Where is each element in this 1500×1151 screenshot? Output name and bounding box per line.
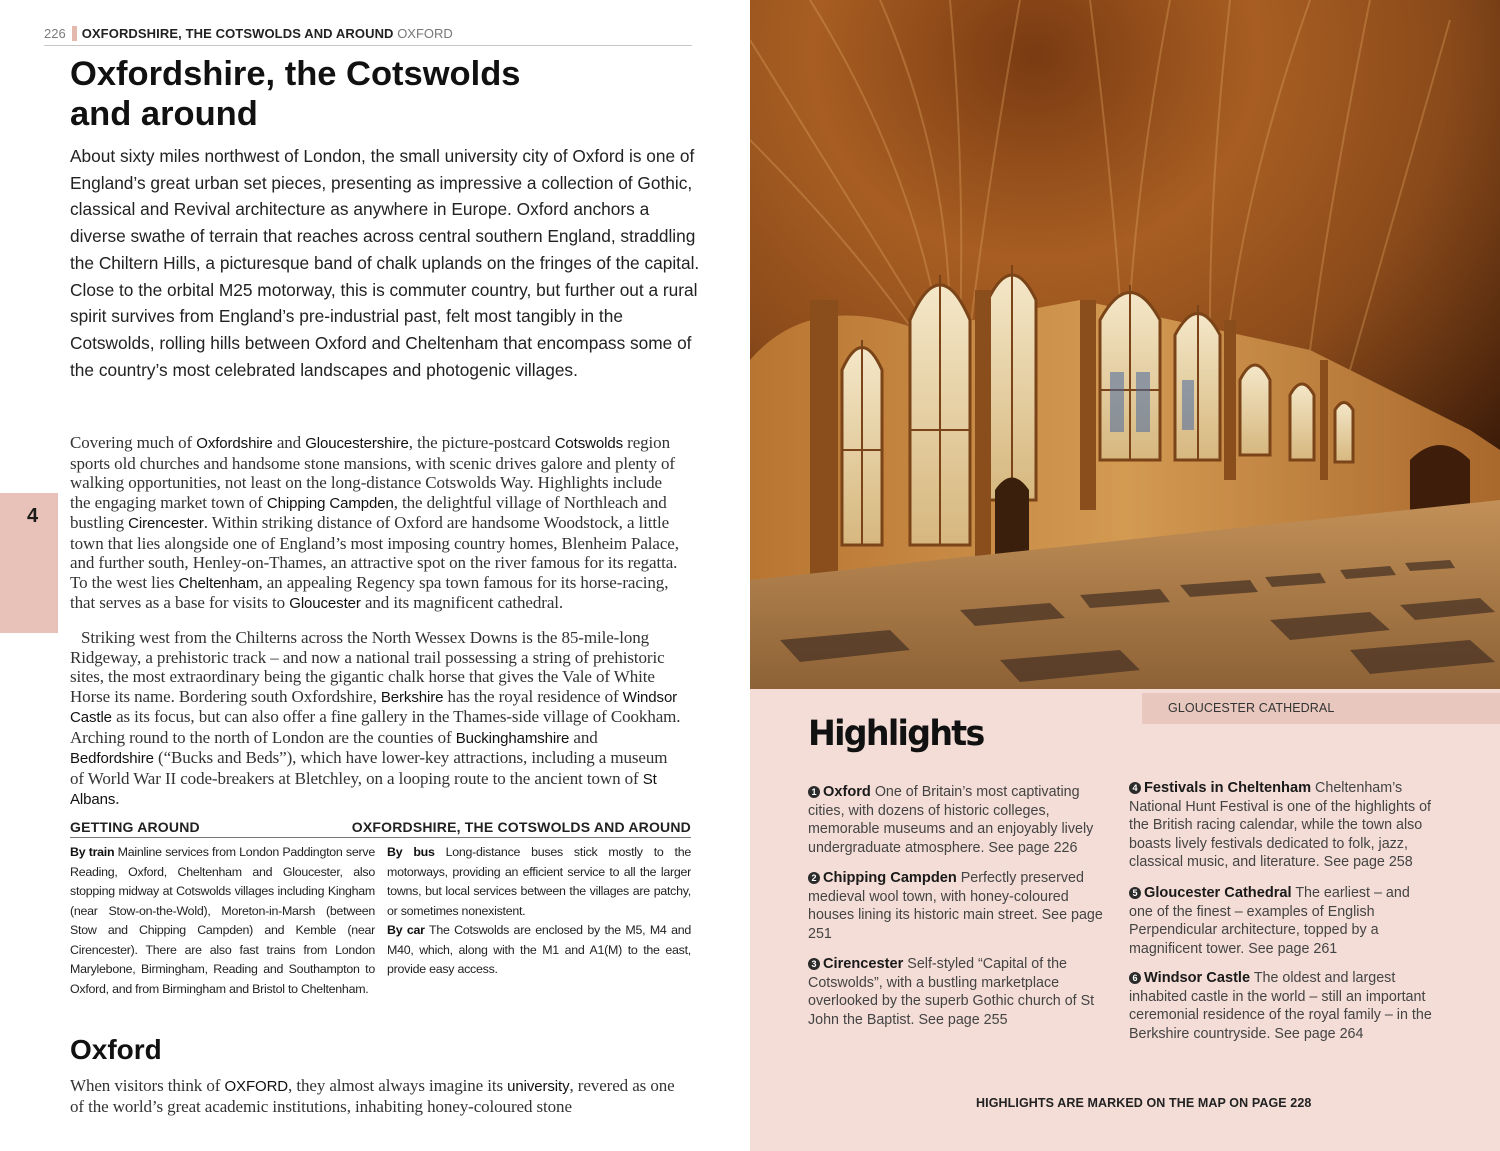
place-chipping-campden: Chipping Campden [266,494,394,512]
place-cotswolds: Cotswolds [554,435,623,452]
place-windsor-castle: Windsor Castle [70,688,678,726]
place-bedfordshire: Bedfordshire [70,750,154,767]
chapter-title [70,54,710,134]
place-gloucestershire: Gloucestershire [305,435,409,452]
highlight-name: Chipping Campden [823,870,957,886]
getting-around-header [70,818,691,838]
highlight-item: 4 Festivals in Cheltenham Cheltenham’s National Hunt Festival is one of the highlights of the British racing calendar, while the town also boasts lively festivals dedicated to folk, jazz, classical music, and literature. See page 258 [1129,780,1431,870]
page-number: 226 [44,26,66,41]
car-label: By car [387,923,425,937]
highlight-name: Cirencester [823,956,904,972]
oxford-paragraph: When visitors think of OXFORD, they almost always imagine its university, revered as one of the world’s great academic institutions, inhabiting honey-coloured stone [70,1076,675,1116]
term-university: university [507,1078,570,1095]
highlight-item: 1 Oxford One of Britain’s most captivating cities, with dozens of historic colleges, memorable museums and an enjoyably lively undergraduate atmosphere. See page 226 [808,784,1094,856]
highlight-number: 2 [808,872,820,884]
highlight-item: 3 Cirencester Self-styled “Capital of the Cotswolds”, with a bustling marketplace overlooked by the superb Gothic church of St John the Baptist. See page 255 [808,956,1095,1028]
running-head [44,26,692,46]
chapter-title-line-2: and around [70,95,258,133]
photo-caption [1142,693,1500,724]
highlight-name: Gloucester Cathedral [1144,885,1292,901]
getting-around-region: OXFORDSHIRE, THE COTSWOLDS AND AROUND [351,819,691,835]
chapter-title-line-1: Oxfordshire, the Cotswolds [70,55,521,93]
place-cirencester: Cirencester [128,515,204,532]
highlight-item: 5 Gloucester Cathedral The earliest – and one of the finest – examples of English Perpendicular architecture, topped by a magnificent tower. See page 261 [1129,885,1410,957]
cathedral-cloister-photo [750,0,1500,689]
highlight-number: 6 [1129,972,1141,984]
highlight-name: Festivals in Cheltenham [1144,780,1312,796]
highlight-number: 1 [808,786,820,798]
body-paragraph-1: Covering much of Oxfordshire and Gloucestershire, the picture-postcard Cotswolds region sports old churches and handsome stone mansions, with scenic drives galore and plenty of walking opportunities, not least on the long-distance Cotswolds Way. Highlights include the engaging market town of Chipping Campden, the delightful village of Northleach and bustling Cirencester. Within striking distance of Oxford are handsome Woodstock, a little town that lies alongside one of England’s most imposing country homes, Blenheim Palace, and further south, Henley-on-Thames, an attractive spot on the river famous for its regatta. To the west lies Cheltenham, an appealing Regency spa town famous for its horse-racing, that serves as a base for visits to Gloucester and its magnificent cathedral. [70,433,679,612]
chapter-tab-number: 4 [27,505,39,527]
getting-around-train: By train Mainline services from London Paddington serve Reading, Oxford, Cheltenham and Gloucester, also stopping midway at Cotswolds villages including Kingham (near Stow-on-the-Wold), Moreton-in-Marsh (between Stow and Chipping Campden) and Kemble (near Cirencester). There are also fast trains from London Marylebone, Birmingham, Reading and Southampton to Oxford, and from Birmingham and Bristol to Cheltenham. [70,845,375,996]
highlight-number: 3 [808,958,820,970]
highlight-item: 6 Windsor Castle The oldest and largest inhabited castle in the world – still an important ceremonial residence of the royal family – in the Berkshire countryside. See page 264 [1129,970,1432,1042]
highlight-item: 2 Chipping Campden Perfectly preserved medieval wool town, with honey-coloured houses lining its historic main street. See page 251 [808,870,1103,942]
running-head-rule [44,45,692,46]
highlight-name: Oxford [823,784,871,800]
highlight-number: 5 [1129,887,1141,899]
place-cheltenham: Cheltenham [178,574,259,592]
body-paragraph-2: Striking west from the Chilterns across the North Wessex Downs is the 85-mile-long Ridgeway, a prehistoric track – and now a national trail possessing a string of prehistoric sites, the most extraordinary being the gigantic chalk horse that gives the Vale of White Horse its name. Bordering south Oxfordshire, Berkshire has the royal residence of Windsor Castle as its focus, but can also offer a fine gallery in the Thames-side village of Cookham. Arching round to the north of London are the counties of Buckinghamshire and Bedfordshire (“Bucks and Beds”), which have lower-key attractions, including a museum of World War II code-breakers at Bletchley, on a looping route to the ancient town of St Albans. [70,628,681,808]
place-st-albans: St Albans [70,770,657,808]
highlight-number: 4 [1129,782,1141,794]
place-buckinghamshire: Buckinghamshire [455,729,570,747]
place-oxford: OXFORD [224,1078,289,1095]
place-gloucester: Gloucester [289,595,361,612]
getting-around-car: By car The Cotswolds are enclosed by the M5, M4 and M40, which, along with the M1 and A1(M) to the east, provide easy access. [387,923,692,976]
place-oxfordshire: Oxfordshire [196,435,273,452]
running-head-section: OXFORDSHIRE, THE COTSWOLDS AND AROUND [81,26,394,41]
bus-label: By bus [387,845,435,859]
highlights-title: Highlights [808,714,984,754]
highlights-map-note: HIGHLIGHTS ARE MARKED ON THE MAP ON PAGE 228 [976,1096,1312,1110]
highlight-name: Windsor Castle [1144,970,1251,986]
running-head-subsection: OXFORD [397,26,453,41]
right-page [750,0,1500,1151]
oxford-section-title: Oxford [70,1034,162,1065]
place-berkshire: Berkshire [380,688,444,706]
photo-caption-text: GLOUCESTER CATHEDRAL [1168,701,1335,715]
running-head-marker [72,26,77,41]
intro-paragraph: About sixty miles northwest of London, the small university city of Oxford is one of England’s great urban set pieces, presenting as impressive a collection of Gothic, classical and Revival architecture as anywhere in Europe. Oxford anchors a diverse swathe of terrain that reaches across central southern England, straddling the Chiltern Hills, a picturesque band of chalk uplands on the fringes of the capital. Close to the orbital M25 motorway, this is commuter country, but further out a rural spirit survives from England’s pre-industrial past, felt most tangibly in the Cotswolds, rolling hills between Oxford and Cheltenham that encompass some of the country’s most celebrated landscapes and photogenic villages. [70,146,700,380]
getting-around-bus: By bus Long-distance buses stick mostly to the motorways, providing an efficient service to all the larger towns, but local services between the villages are patchy, or sometimes nonexistent. [387,845,691,918]
getting-around-bus-car [387,843,691,980]
train-label: By train [70,845,115,859]
getting-around-heading: GETTING AROUND [70,819,200,835]
chapter-tab [0,493,58,633]
